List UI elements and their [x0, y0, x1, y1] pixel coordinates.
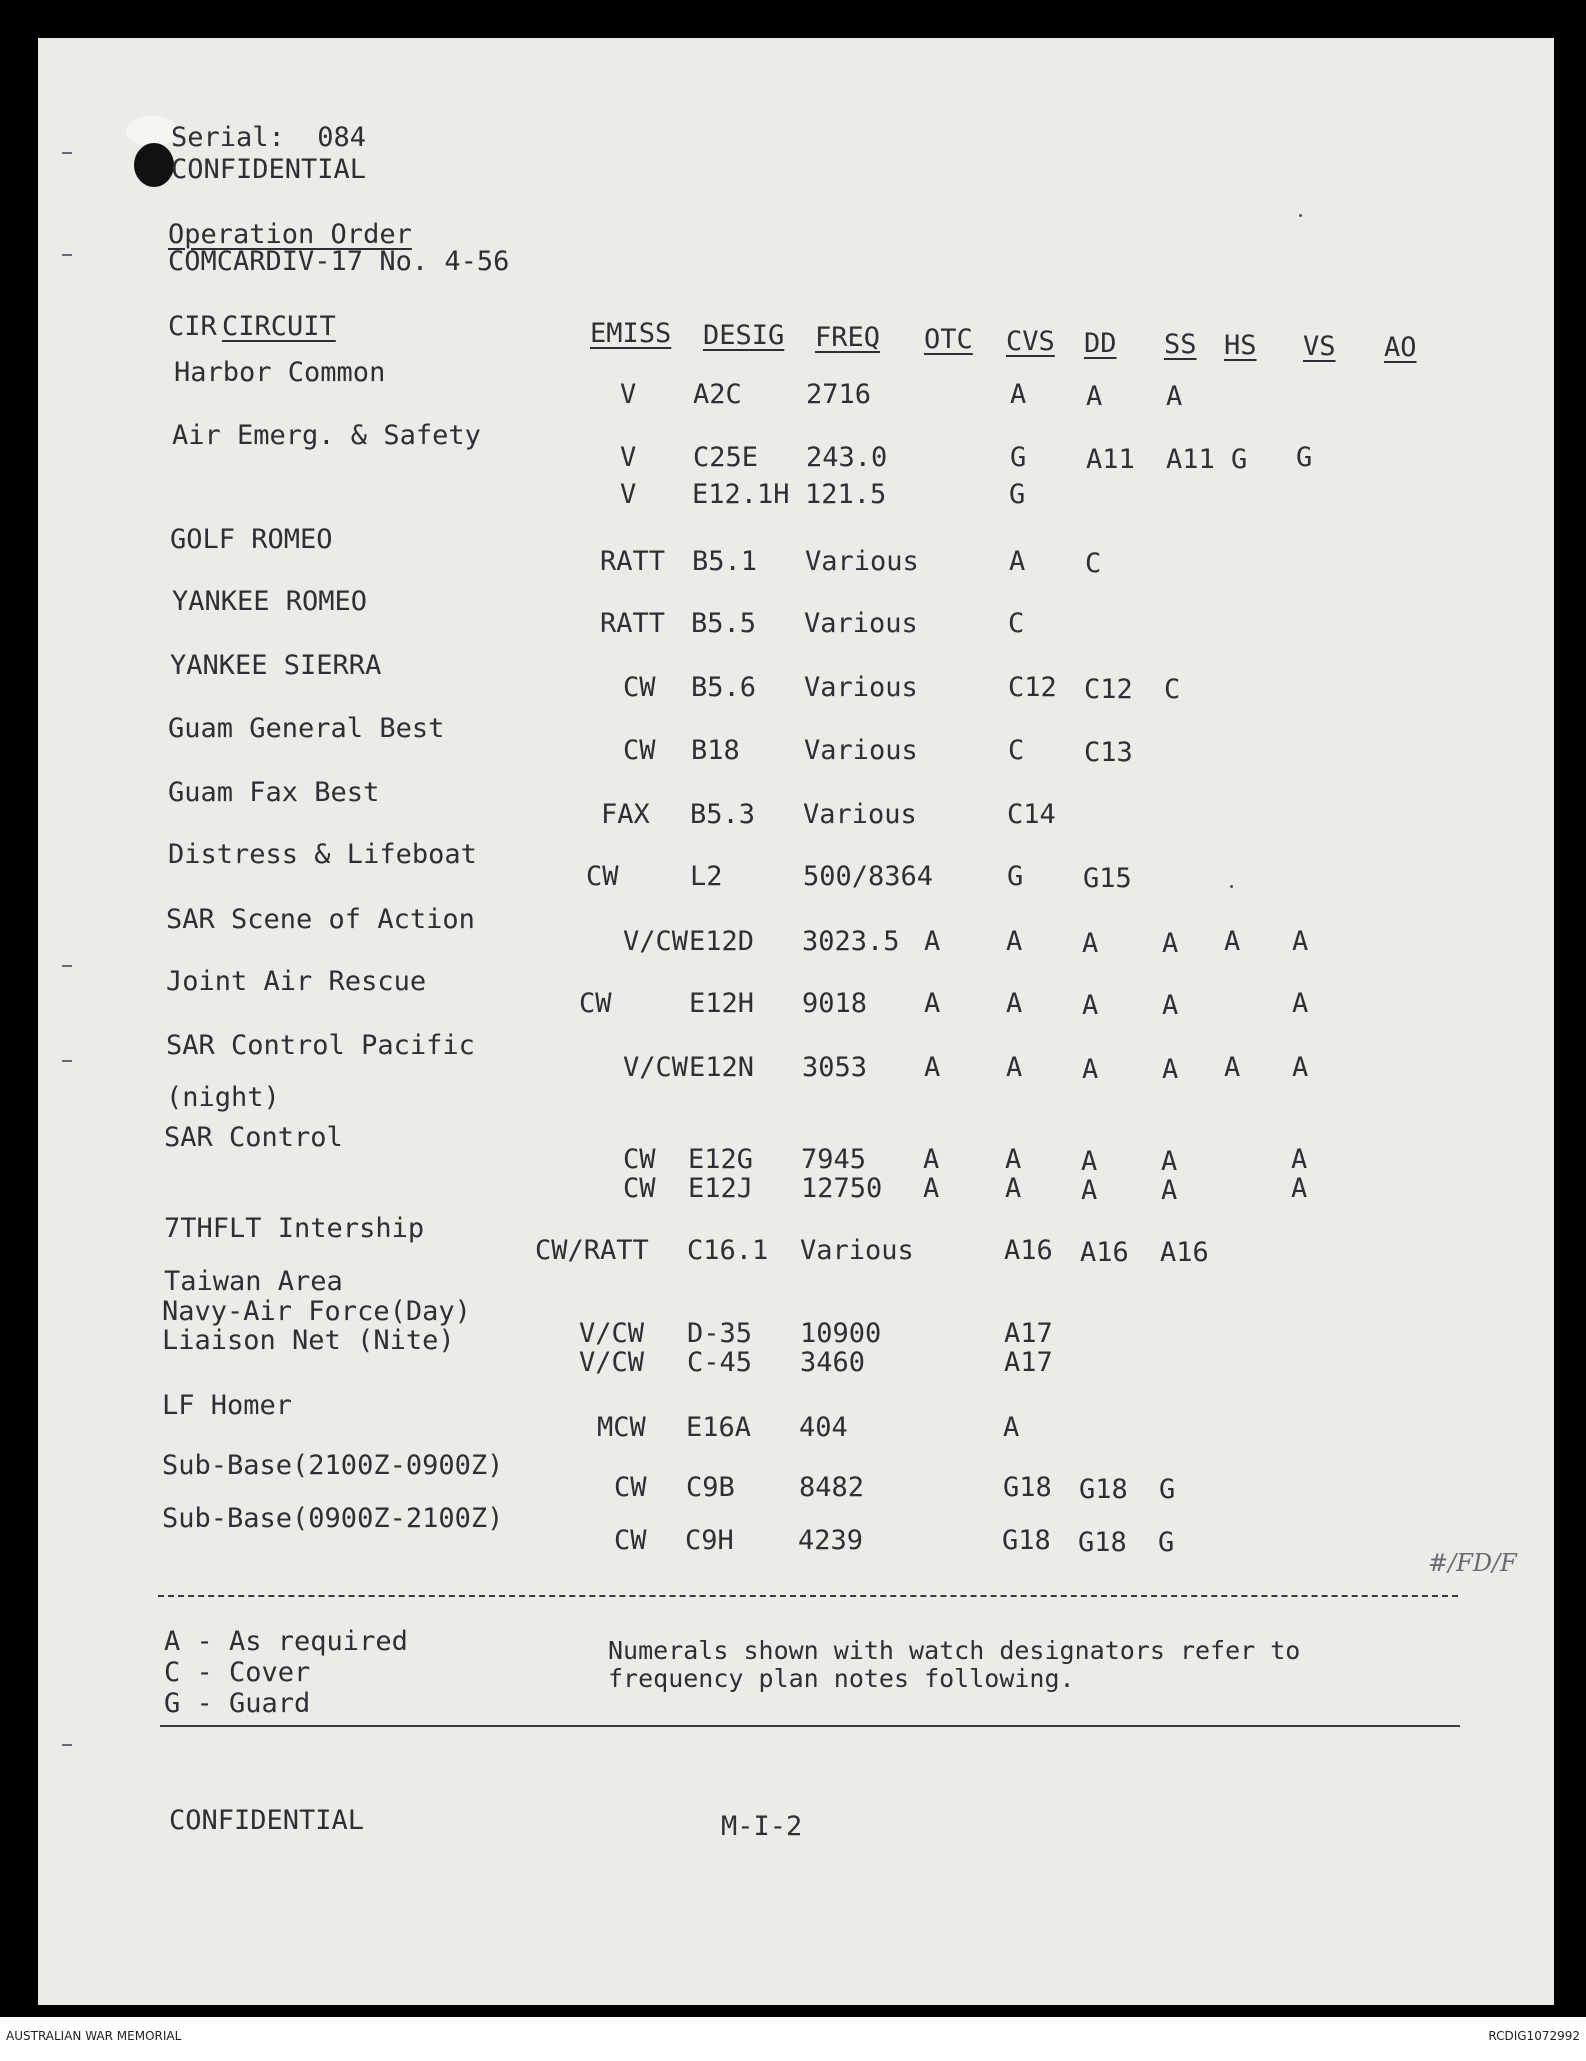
watch-cvs: C14 — [1007, 799, 1056, 830]
margin-mark — [62, 152, 72, 154]
emission-type: FAX — [601, 799, 650, 830]
emission-type: CW — [614, 1472, 647, 1503]
circuit-name: Sub-Base(2100Z-0900Z) — [162, 1450, 504, 1481]
designator: E12.1H — [692, 479, 790, 510]
circuit-name: Navy-Air Force(Day) — [162, 1296, 471, 1327]
watch-ss: A — [1162, 928, 1179, 959]
col-ss: SS — [1164, 329, 1197, 360]
frequency: 7945 — [801, 1144, 867, 1175]
circuit-name: SAR Control Pacific — [166, 1030, 475, 1061]
watch-dd: A — [1081, 1175, 1098, 1206]
designator: C9B — [686, 1472, 735, 1503]
designator: E16A — [686, 1412, 752, 1443]
col-desig: DESIG — [703, 320, 785, 351]
watch-vs: A — [1292, 926, 1309, 957]
circuit-name: Joint Air Rescue — [166, 966, 427, 997]
col-cvs: CVS — [1006, 326, 1055, 357]
emission-type: V — [620, 379, 637, 410]
emission-type: V/CW — [579, 1318, 645, 1349]
col-vs: VS — [1303, 331, 1336, 362]
watch-cvs: A17 — [1004, 1318, 1053, 1349]
watch-ss: A — [1162, 1054, 1179, 1085]
watch-ss: C — [1164, 674, 1181, 705]
divider-solid — [160, 1725, 1460, 1727]
emission-type: CW — [579, 988, 612, 1019]
circuit-name: Guam Fax Best — [168, 777, 380, 808]
frequency: 3460 — [800, 1347, 866, 1378]
watch-ss: G — [1159, 1474, 1176, 1505]
col-circuit: CIRCUIT — [222, 311, 336, 342]
col-otc: OTC — [924, 324, 973, 355]
frequency: 2716 — [806, 379, 872, 410]
designator: E12D — [689, 926, 755, 957]
speck — [1299, 214, 1302, 217]
legend-cover: C - Cover — [164, 1657, 311, 1688]
col-hs: HS — [1224, 330, 1257, 361]
designator: B5.6 — [691, 672, 757, 703]
watch-dd: G15 — [1083, 863, 1132, 894]
watch-cvs: G — [1010, 442, 1027, 473]
legend-note-line1: Numerals shown with watch designators refer to — [608, 1636, 1301, 1665]
watch-dd: A16 — [1080, 1237, 1129, 1268]
watch-ss: A16 — [1160, 1237, 1209, 1268]
divider-dashed — [158, 1595, 1458, 1597]
watch-hs: A — [1224, 926, 1241, 957]
watch-dd: A — [1086, 381, 1103, 412]
watch-dd: A11 — [1086, 444, 1135, 475]
watch-cvs: G — [1007, 861, 1024, 892]
circuit-name-cont: Taiwan Area — [164, 1266, 343, 1297]
watch-dd: A — [1081, 1146, 1098, 1177]
col-cir: CIR — [168, 311, 217, 342]
watch-ss: A — [1161, 1175, 1178, 1206]
margin-mark — [62, 254, 72, 256]
legend-as-required: A - As required — [164, 1626, 408, 1657]
circuit-name: YANKEE ROMEO — [172, 586, 368, 617]
punch-hole — [134, 143, 174, 187]
designator: E12H — [689, 988, 755, 1019]
emission-type: CW — [614, 1525, 647, 1556]
designator: C9H — [685, 1525, 734, 1556]
designator: E12J — [688, 1173, 754, 1204]
designator: B5.1 — [692, 546, 758, 577]
circuit-name: Guam General Best — [168, 713, 445, 744]
watch-otc: A — [924, 1052, 941, 1083]
designator: E12N — [689, 1052, 755, 1083]
legend-note-line2: frequency plan notes following. — [608, 1664, 1075, 1693]
circuit-name: LF Homer — [162, 1390, 293, 1421]
emission-type: CW — [623, 735, 656, 766]
frequency: Various — [804, 735, 918, 766]
watch-vs: A — [1291, 1173, 1308, 1204]
frequency: Various — [804, 608, 918, 639]
watch-dd: C12 — [1084, 674, 1133, 705]
watch-cvs: A — [1006, 1052, 1023, 1083]
archive-footer — [0, 2017, 1586, 2061]
col-ao: AO — [1384, 332, 1417, 363]
watch-ss: A11 G — [1166, 444, 1248, 475]
watch-cvs: A — [1005, 1173, 1022, 1204]
margin-mark — [62, 1060, 72, 1062]
frequency: 3053 — [802, 1052, 868, 1083]
watch-cvs: G18 — [1003, 1472, 1052, 1503]
legend-guard: G - Guard — [164, 1688, 311, 1719]
emission-type: V — [620, 442, 637, 473]
order-title: Operation Order — [168, 219, 412, 250]
emission-type: CW — [623, 1173, 656, 1204]
designator: A2C — [693, 379, 742, 410]
watch-ss: G — [1158, 1527, 1175, 1558]
emission-type: RATT — [600, 608, 666, 639]
watch-dd: C13 — [1084, 737, 1133, 768]
watch-hs: A — [1224, 1052, 1241, 1083]
frequency: 12750 — [801, 1173, 883, 1204]
archive-institution: AUSTRALIAN WAR MEMORIAL — [6, 2029, 182, 2043]
watch-cvs: C12 — [1008, 672, 1057, 703]
watch-cvs: C — [1008, 608, 1025, 639]
watch-cvs: C — [1008, 735, 1025, 766]
designator: L2 — [690, 861, 723, 892]
watch-otc: A — [924, 988, 941, 1019]
frequency: 8482 — [799, 1472, 865, 1503]
classification-bottom: CONFIDENTIAL — [169, 1805, 365, 1836]
watch-vs: G — [1296, 442, 1313, 473]
emission-type: MCW — [597, 1412, 646, 1443]
emission-type: CW — [586, 861, 619, 892]
emission-type: V/CW — [623, 1052, 689, 1083]
watch-dd: A — [1082, 990, 1099, 1021]
designator: C16.1 — [687, 1235, 769, 1266]
frequency: 4239 — [798, 1525, 864, 1556]
circuit-name: Distress & Lifeboat — [168, 839, 477, 870]
frequency: 10900 — [800, 1318, 882, 1349]
watch-dd: A — [1082, 928, 1099, 959]
watch-dd: C — [1085, 548, 1102, 579]
watch-otc: A — [923, 1144, 940, 1175]
watch-otc: A — [923, 1173, 940, 1204]
order-number: COMCARDIV-17 No. 4-56 — [168, 246, 510, 277]
emission-type: CW — [623, 1144, 656, 1175]
circuit-name: SAR Scene of Action — [166, 904, 475, 935]
designator: C-45 — [687, 1347, 753, 1378]
circuit-name: 7THFLT Intership — [164, 1213, 425, 1244]
watch-cvs: A17 — [1004, 1347, 1053, 1378]
emission-type: V/CW — [623, 926, 689, 957]
watch-cvs: A — [1003, 1412, 1020, 1443]
frequency: Various — [800, 1235, 914, 1266]
margin-mark — [62, 1744, 72, 1746]
watch-cvs: G18 — [1002, 1525, 1051, 1556]
watch-dd: G18 — [1078, 1527, 1127, 1558]
frequency: 243.0 — [806, 442, 888, 473]
watch-cvs: A — [1009, 546, 1026, 577]
watch-otc: A — [924, 926, 941, 957]
watch-cvs: A16 — [1004, 1235, 1053, 1266]
frequency: 500/8364 — [803, 861, 934, 892]
archive-item-id: RCDIG1072992 — [1488, 2029, 1580, 2043]
frequency: Various — [804, 672, 918, 703]
col-emiss: EMISS — [590, 318, 672, 349]
handwritten-mark: #/FD/F — [1428, 1549, 1517, 1577]
frequency: Various — [803, 799, 917, 830]
watch-dd: G18 — [1079, 1474, 1128, 1505]
designator: D-35 — [687, 1318, 753, 1349]
watch-cvs: G — [1009, 479, 1026, 510]
emission-type: V/CW — [579, 1347, 645, 1378]
frequency: 404 — [799, 1412, 848, 1443]
watch-ss: A — [1161, 1146, 1178, 1177]
designator: C25E — [693, 442, 759, 473]
col-freq: FREQ — [815, 322, 881, 353]
circuit-name-cont: (night) — [166, 1082, 280, 1113]
margin-mark — [62, 965, 72, 967]
emission-type: CW — [623, 672, 656, 703]
emission-type: CW/RATT — [535, 1235, 649, 1266]
watch-vs: A — [1291, 1144, 1308, 1175]
circuit-name: GOLF ROMEO — [170, 524, 333, 555]
watch-dd: A — [1082, 1054, 1099, 1085]
emission-type: RATT — [600, 546, 666, 577]
circuit-name: YANKEE SIERRA — [170, 650, 382, 681]
speck — [1230, 885, 1233, 888]
frequency: 121.5 — [805, 479, 887, 510]
col-dd: DD — [1084, 328, 1117, 359]
emission-type: V — [620, 479, 637, 510]
watch-vs: A — [1292, 1052, 1309, 1083]
designator: E12G — [688, 1144, 754, 1175]
watch-vs: A — [1292, 988, 1309, 1019]
document-page — [38, 38, 1554, 2005]
watch-cvs: A — [1005, 1144, 1022, 1175]
watch-ss: A — [1162, 990, 1179, 1021]
frequency: Various — [805, 546, 919, 577]
frequency: 3023.5 — [802, 926, 900, 957]
watch-cvs: A — [1010, 379, 1027, 410]
circuit-name: Sub-Base(0900Z-2100Z) — [162, 1503, 504, 1534]
watch-cvs: A — [1006, 988, 1023, 1019]
circuit-name: Liaison Net (Nite) — [162, 1325, 455, 1356]
watch-cvs: A — [1006, 926, 1023, 957]
designator: B5.3 — [690, 799, 756, 830]
classification-top: CONFIDENTIAL — [171, 154, 367, 185]
serial-number: Serial: 084 — [171, 122, 367, 153]
watch-ss: A — [1166, 381, 1183, 412]
circuit-name: Harbor Common — [174, 357, 386, 388]
designator: B18 — [691, 735, 740, 766]
page-id: M-I-2 — [721, 1811, 803, 1842]
designator: B5.5 — [691, 608, 757, 639]
circuit-name: SAR Control — [164, 1122, 343, 1153]
circuit-name: Air Emerg. & Safety — [172, 420, 481, 451]
frequency: 9018 — [802, 988, 868, 1019]
